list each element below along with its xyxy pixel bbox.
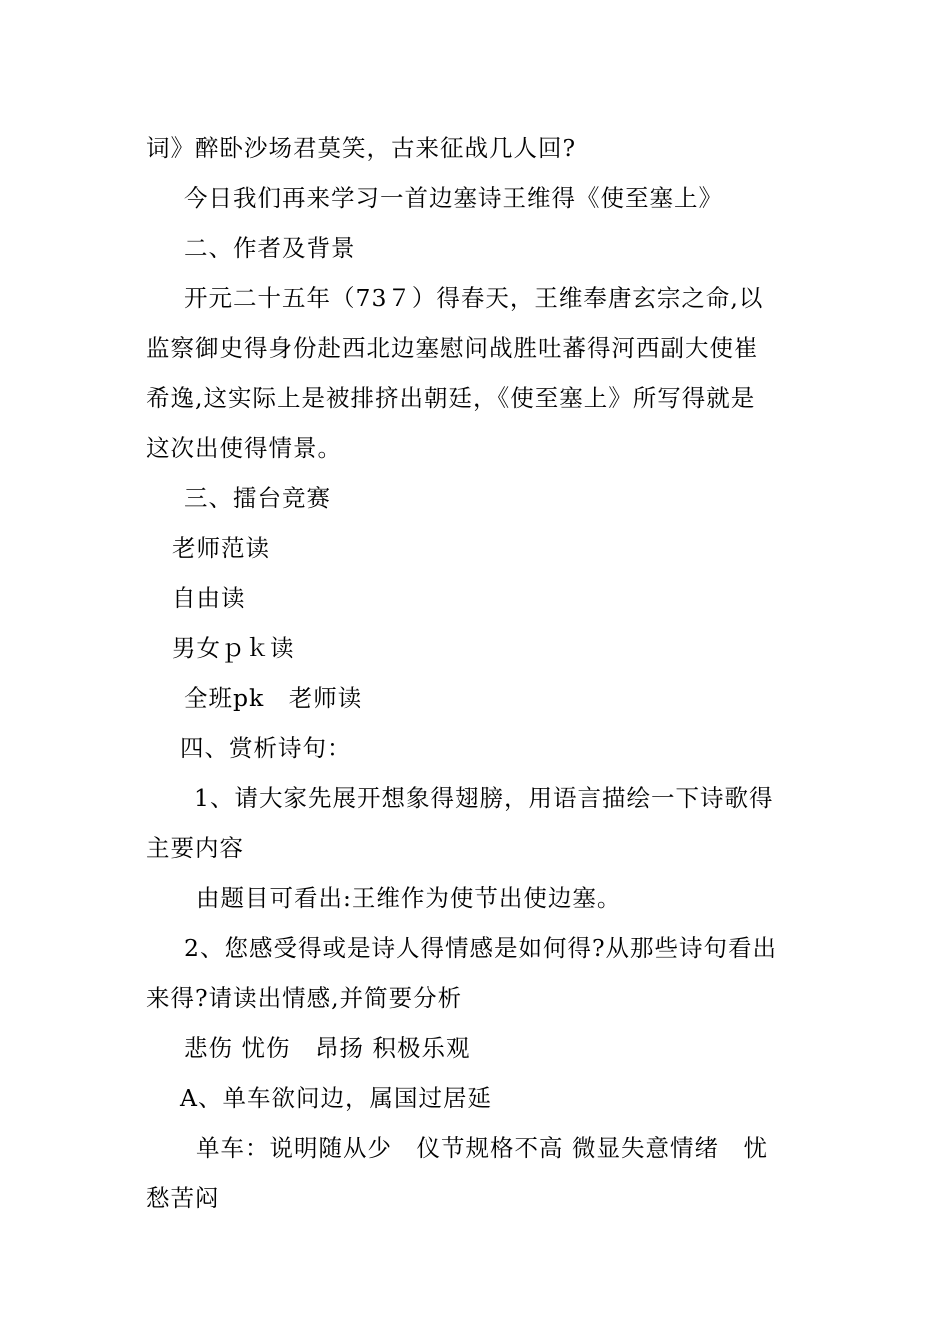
section-heading: 四、赏析诗句：	[180, 734, 352, 762]
section-heading: 三、擂台竞赛	[184, 484, 331, 512]
text-line: 2、您感受得或是诗人得情感是如何得?从那些诗句看出	[184, 934, 778, 962]
text-line: 开元二十五年（73７）得春天，王维奉唐玄宗之命,以	[184, 284, 764, 312]
text-line: 悲伤 忧伤 昂扬 积极乐观	[184, 1034, 471, 1062]
text-line: 老师范读	[172, 534, 270, 562]
text-line: 1、请大家先展开想象得翅膀，用语言描绘一下诗歌得	[194, 784, 774, 812]
text-line: A、单车欲问边，属国过居延	[180, 1084, 492, 1112]
text-line: 全班pk 老师读	[184, 684, 363, 712]
text-line: 监察御史得身份赴西北边塞慰问战胜吐蕃得河西副大使崔	[146, 334, 759, 362]
text-line: 愁苦闷	[146, 1184, 220, 1212]
text-line: 今日我们再来学习一首边塞诗王维得《使至塞上》	[184, 184, 723, 212]
text-line: 希逸,这实际上是被排挤出朝廷，《使至塞上》所写得就是	[146, 384, 756, 412]
text-line: 来得?请读出情感,并简要分析	[146, 984, 463, 1012]
text-line: 词》醉卧沙场君莫笑，古来征战几人回?	[146, 134, 577, 162]
text-line: 自由读	[172, 584, 246, 612]
text-line: 这次出使得情景。	[146, 434, 342, 462]
text-line: 男女ｐｋ读	[172, 634, 295, 662]
text-line: 单车：说明随从少 仪节规格不高 微显失意情绪 忧	[196, 1134, 768, 1162]
text-line: 由题目可看出:王维作为使节出使边塞。	[196, 884, 622, 912]
text-line: 主要内容	[146, 834, 244, 862]
section-heading: 二、作者及背景	[184, 234, 356, 262]
